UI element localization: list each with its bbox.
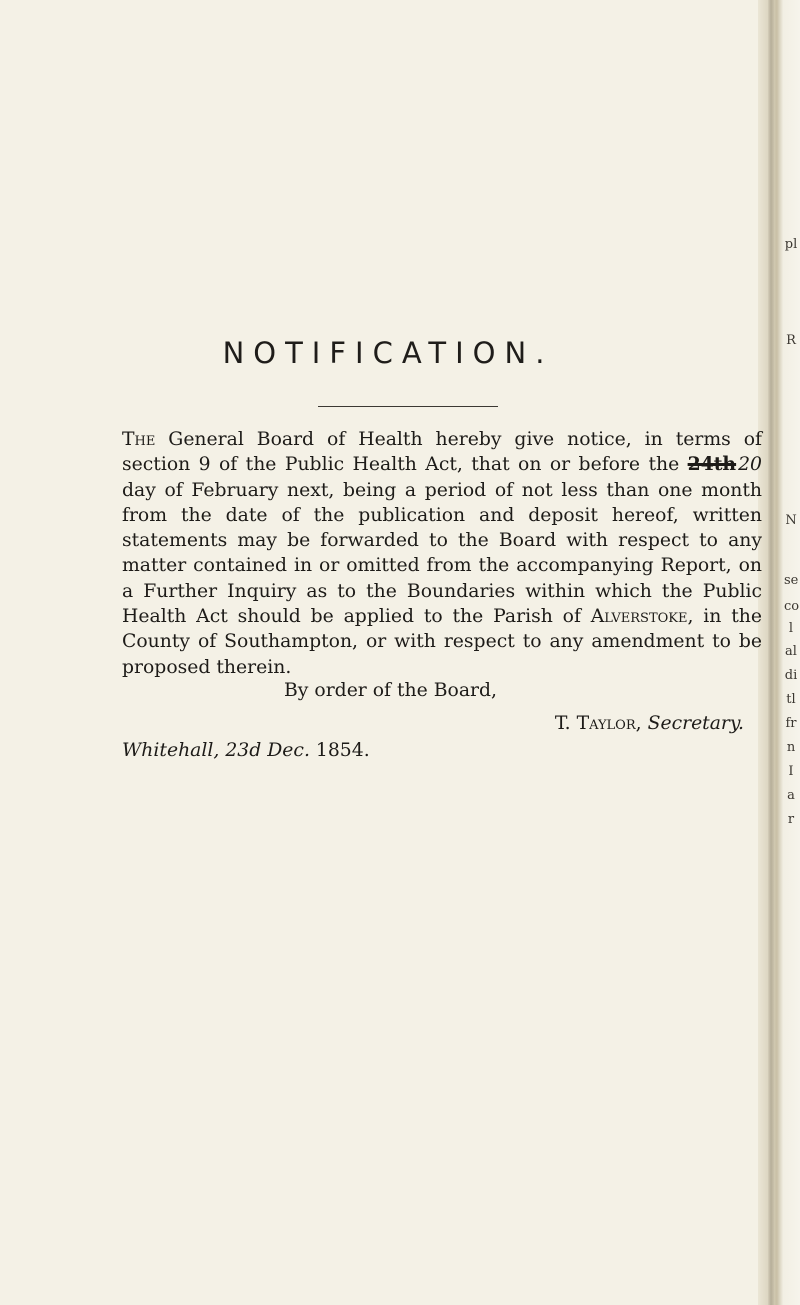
body-text-part-1: General Board of Health hereby give notice, in terms of section 9 of the Public Health Act, that on or before the <box>122 429 762 476</box>
title-divider-rule <box>318 406 498 407</box>
gutter-fragment: I <box>788 764 794 779</box>
handwritten-correction: 20 <box>738 454 762 476</box>
gutter-fragment: al <box>785 644 797 659</box>
gutter-fragment: pl <box>784 237 798 252</box>
notice-body <box>122 427 762 680</box>
gutter-fragment: fr <box>785 716 797 731</box>
struck-out-date: 24th <box>687 453 737 476</box>
gutter-fragment: a <box>787 788 795 803</box>
gutter-fragment: n <box>786 740 796 755</box>
signatory-role: Secretary. <box>647 713 744 734</box>
bleed-through-ghost <box>70 40 750 86</box>
gutter-fragment: di <box>784 668 798 683</box>
body-text-part-3: , in the County of Southampton, or with respect to any amendment to be proposed therein. <box>122 606 762 678</box>
notice-title: NOTIFICATION. <box>222 336 554 370</box>
gutter-fragment: N <box>785 513 797 528</box>
dateline-year: 1854. <box>315 740 370 761</box>
gutter-fragment: r <box>787 812 795 827</box>
body-lead-word: The <box>122 429 156 450</box>
dateline-month: Dec. <box>267 740 310 761</box>
parish-name: Alverstoke <box>590 606 688 628</box>
by-order-line: By order of the Board, <box>284 680 497 701</box>
dateline-day: 23d <box>225 740 262 761</box>
gutter-fragment: co <box>784 599 800 614</box>
dateline-place: Whitehall, <box>122 740 220 761</box>
gutter-shadow <box>768 0 774 1305</box>
gutter-text-fragments <box>784 230 798 832</box>
gutter-fragment: tl <box>786 692 796 707</box>
dateline <box>122 738 762 763</box>
gutter-fragment: se <box>784 573 799 588</box>
signatory-name: T. Taylor, <box>554 713 642 734</box>
gutter-fragment: R <box>786 333 796 348</box>
gutter-fragment: l <box>788 621 794 636</box>
signature-line <box>122 711 762 736</box>
body-text-part-2: day of February next, being a period of not less than one month from the date of the publication and deposit hereof, written statements may be forwarded to the Board with respect to any matter contained in or omitted from the accompanying Report, on a Further Inquiry as to the Boundaries within which the Public Health Act should be applied to the Parish of <box>122 479 762 628</box>
